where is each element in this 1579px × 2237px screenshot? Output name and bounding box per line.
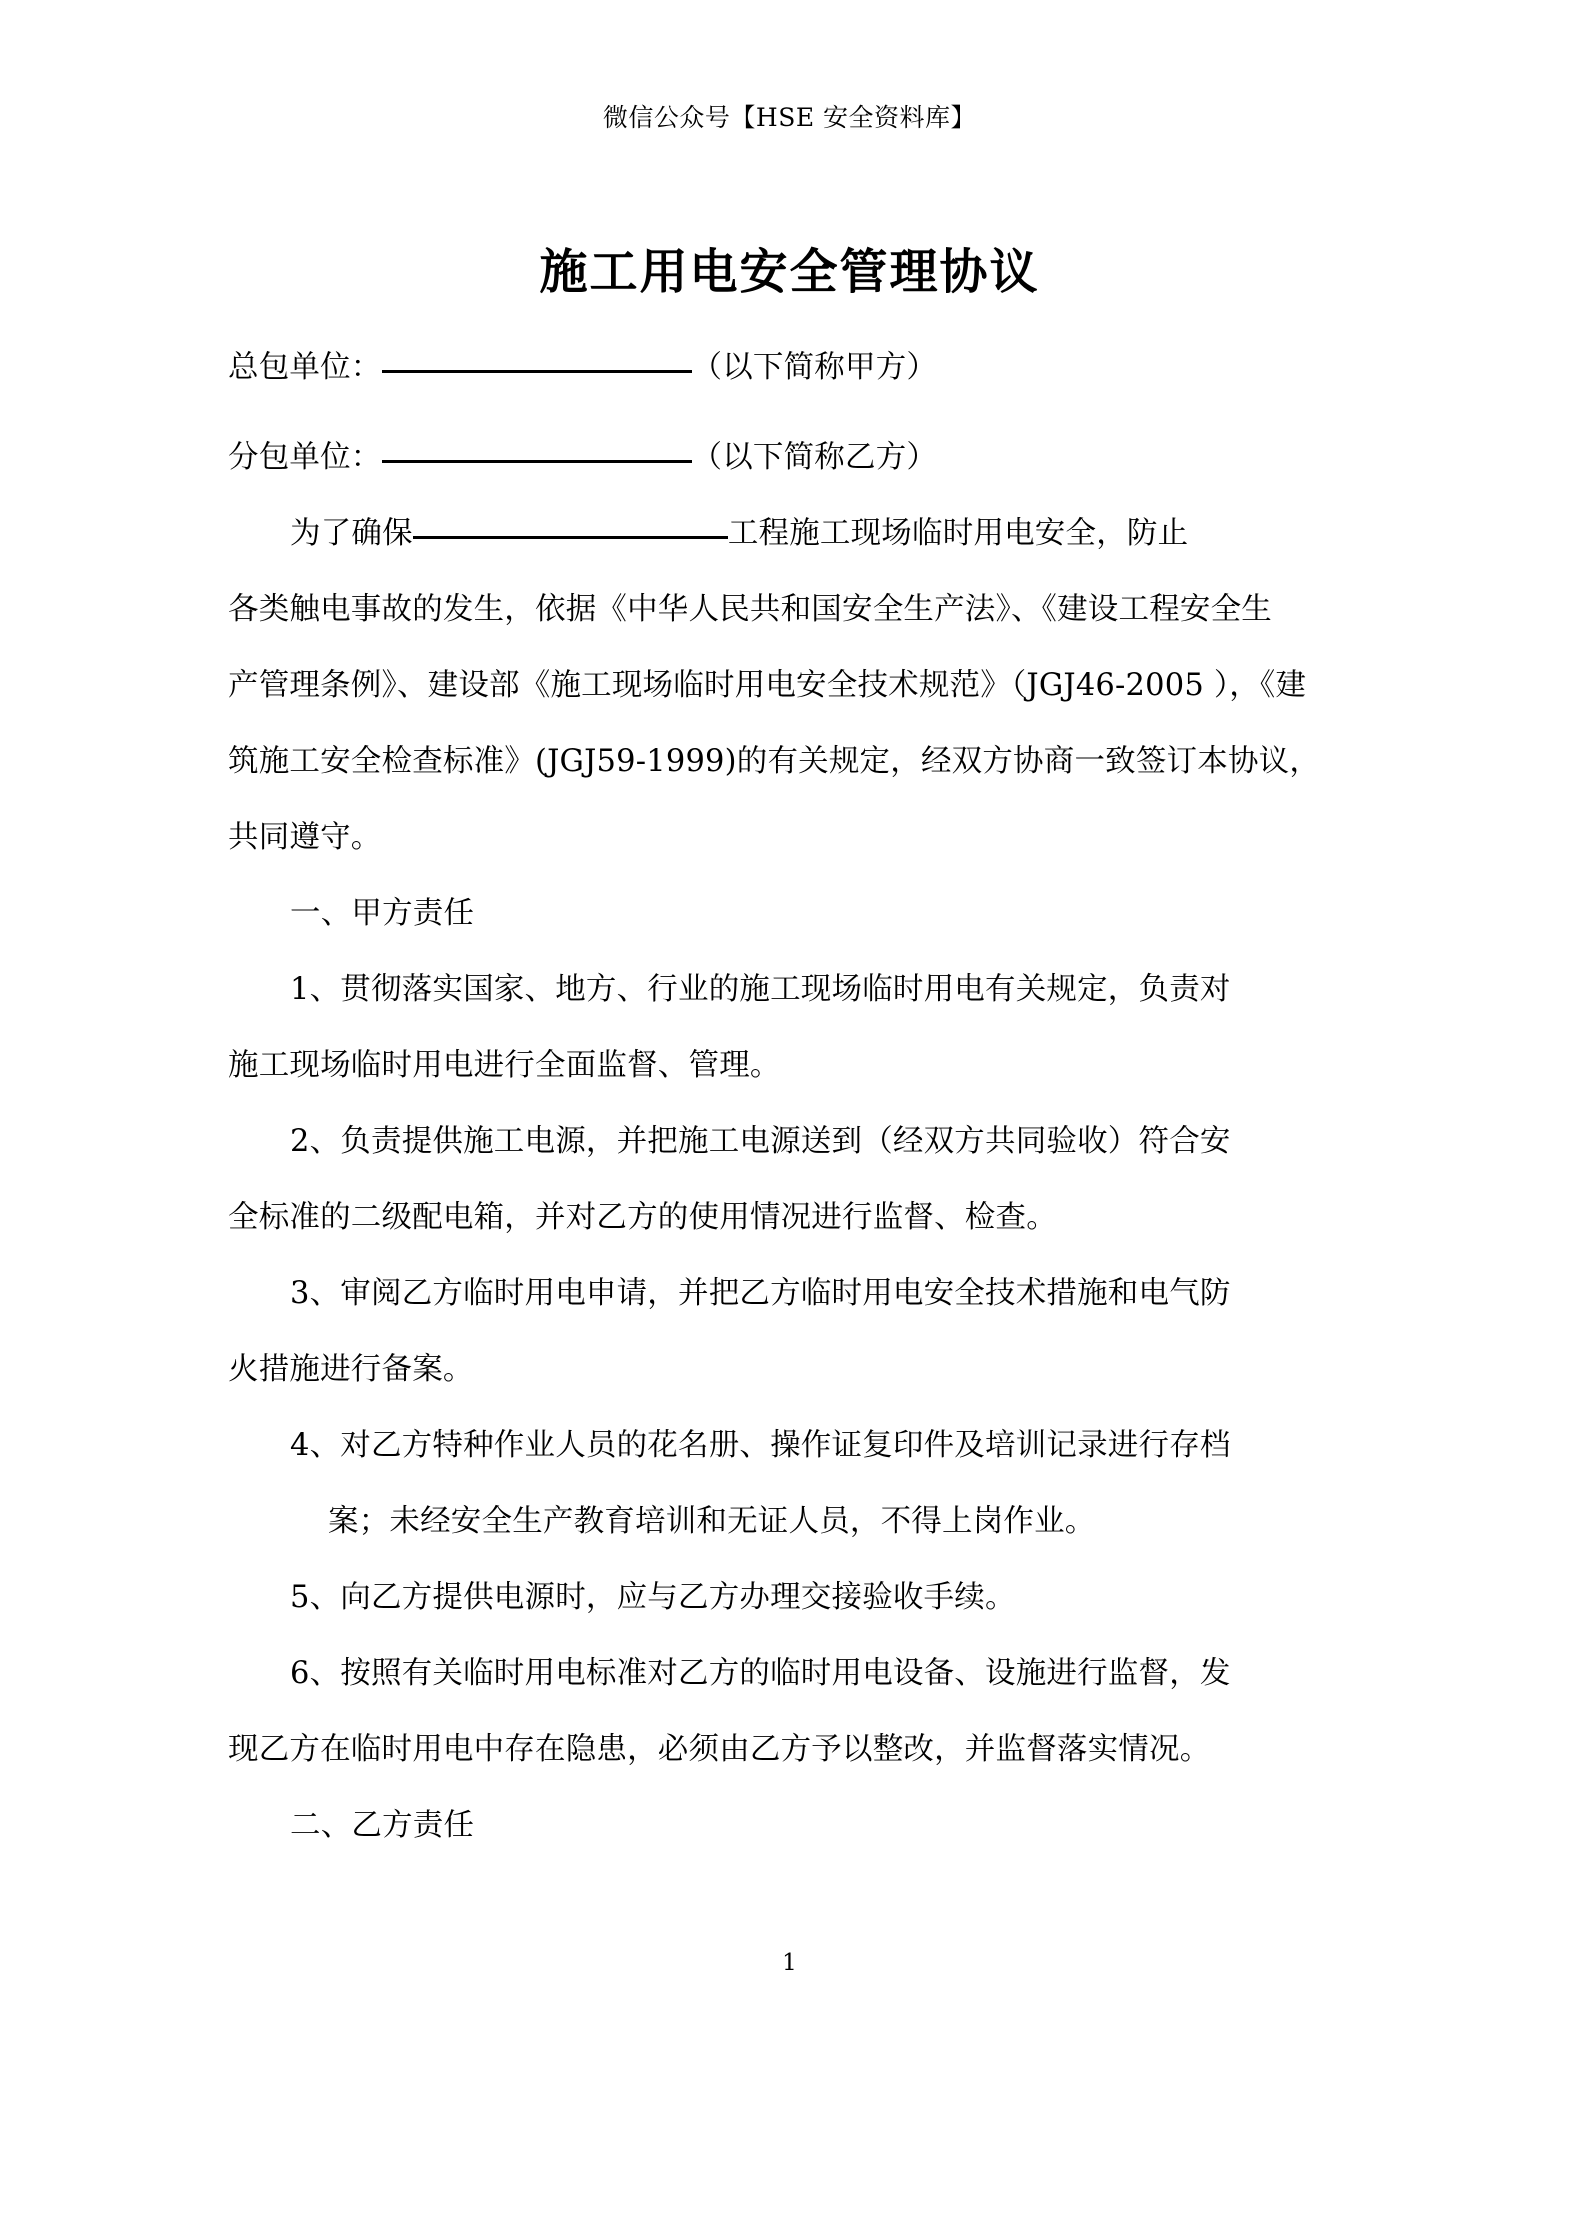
clause-a5-line-1: 5、向乙方提供电源时，应与乙方办理交接验收手续。	[290, 1580, 1016, 1615]
preamble-line-1	[228, 496, 1348, 572]
preamble-line-1-rest: 工程施工现场临时用电安全，防止	[727, 516, 1189, 551]
preamble-line-3: 产管理条例》、建设部《施工现场临时用电安全技术规范》（JGJ46-2005 ），《建	[228, 668, 1307, 703]
page-number: 1	[782, 1950, 797, 1976]
preamble-line-2: 各类触电事故的发生，依据《中华人民共和国安全生产法》、《建设工程安全生	[228, 592, 1272, 627]
section-heading-party-a: 一、甲方责任	[290, 896, 475, 931]
clause-a6-line-1: 6、按照有关临时用电标准对乙方的临时用电设备、设施进行监督，发	[290, 1656, 1231, 1691]
clause-a2-line-2: 全标准的二级配电箱，并对乙方的使用情况进行监督、检查。	[228, 1200, 1057, 1235]
spacer	[228, 406, 1348, 420]
header-note: 微信公众号【HSE 安全资料库】	[602, 103, 977, 132]
general-contractor-label: 总包单位：	[228, 350, 382, 385]
subcontractor-input[interactable]	[382, 432, 692, 463]
general-contractor-line	[228, 330, 1348, 406]
project-name-input[interactable]	[413, 508, 728, 539]
general-contractor-input[interactable]	[382, 342, 692, 373]
preamble-lead-in: 为了确保	[290, 516, 413, 551]
clause-a4-line-1: 4、对乙方特种作业人员的花名册、操作证复印件及培训记录进行存档	[290, 1428, 1231, 1463]
clause-a1-line-1: 1、贯彻落实国家、地方、行业的施工现场临时用电有关规定，负责对	[290, 972, 1231, 1007]
clause-a2-line-1: 2、负责提供施工电源，并把施工电源送到（经双方共同验收）符合安	[290, 1124, 1231, 1159]
clause-a3-line-1: 3、审阅乙方临时用电申请，并把乙方临时用电安全技术措施和电气防	[290, 1276, 1231, 1311]
clause-a1-line-2: 施工现场临时用电进行全面监督、管理。	[228, 1048, 781, 1083]
subcontractor-label: 分包单位：	[228, 440, 382, 475]
clause-a6-line-2: 现乙方在临时用电中存在隐患，必须由乙方予以整改，并监督落实情况。	[228, 1732, 1211, 1767]
subcontractor-alias: （以下简称乙方）	[691, 440, 938, 475]
page-title: 施工用电安全管理协议	[539, 244, 1040, 301]
section-heading-party-b: 二、乙方责任	[290, 1808, 475, 1843]
document-body	[228, 330, 1348, 1864]
subcontractor-line	[228, 420, 1348, 496]
clause-a4-line-2: 案；未经安全生产教育培训和无证人员，不得上岗作业。	[328, 1504, 1096, 1539]
clause-a3-line-2: 火措施进行备案。	[228, 1352, 474, 1387]
preamble-line-5: 共同遵守。	[228, 820, 382, 855]
preamble-line-4: 筑施工安全检查标准》(JGJ59-1999)的有关规定，经双方协商一致签订本协议，	[228, 744, 1321, 779]
general-contractor-alias: （以下简称甲方）	[691, 350, 938, 385]
